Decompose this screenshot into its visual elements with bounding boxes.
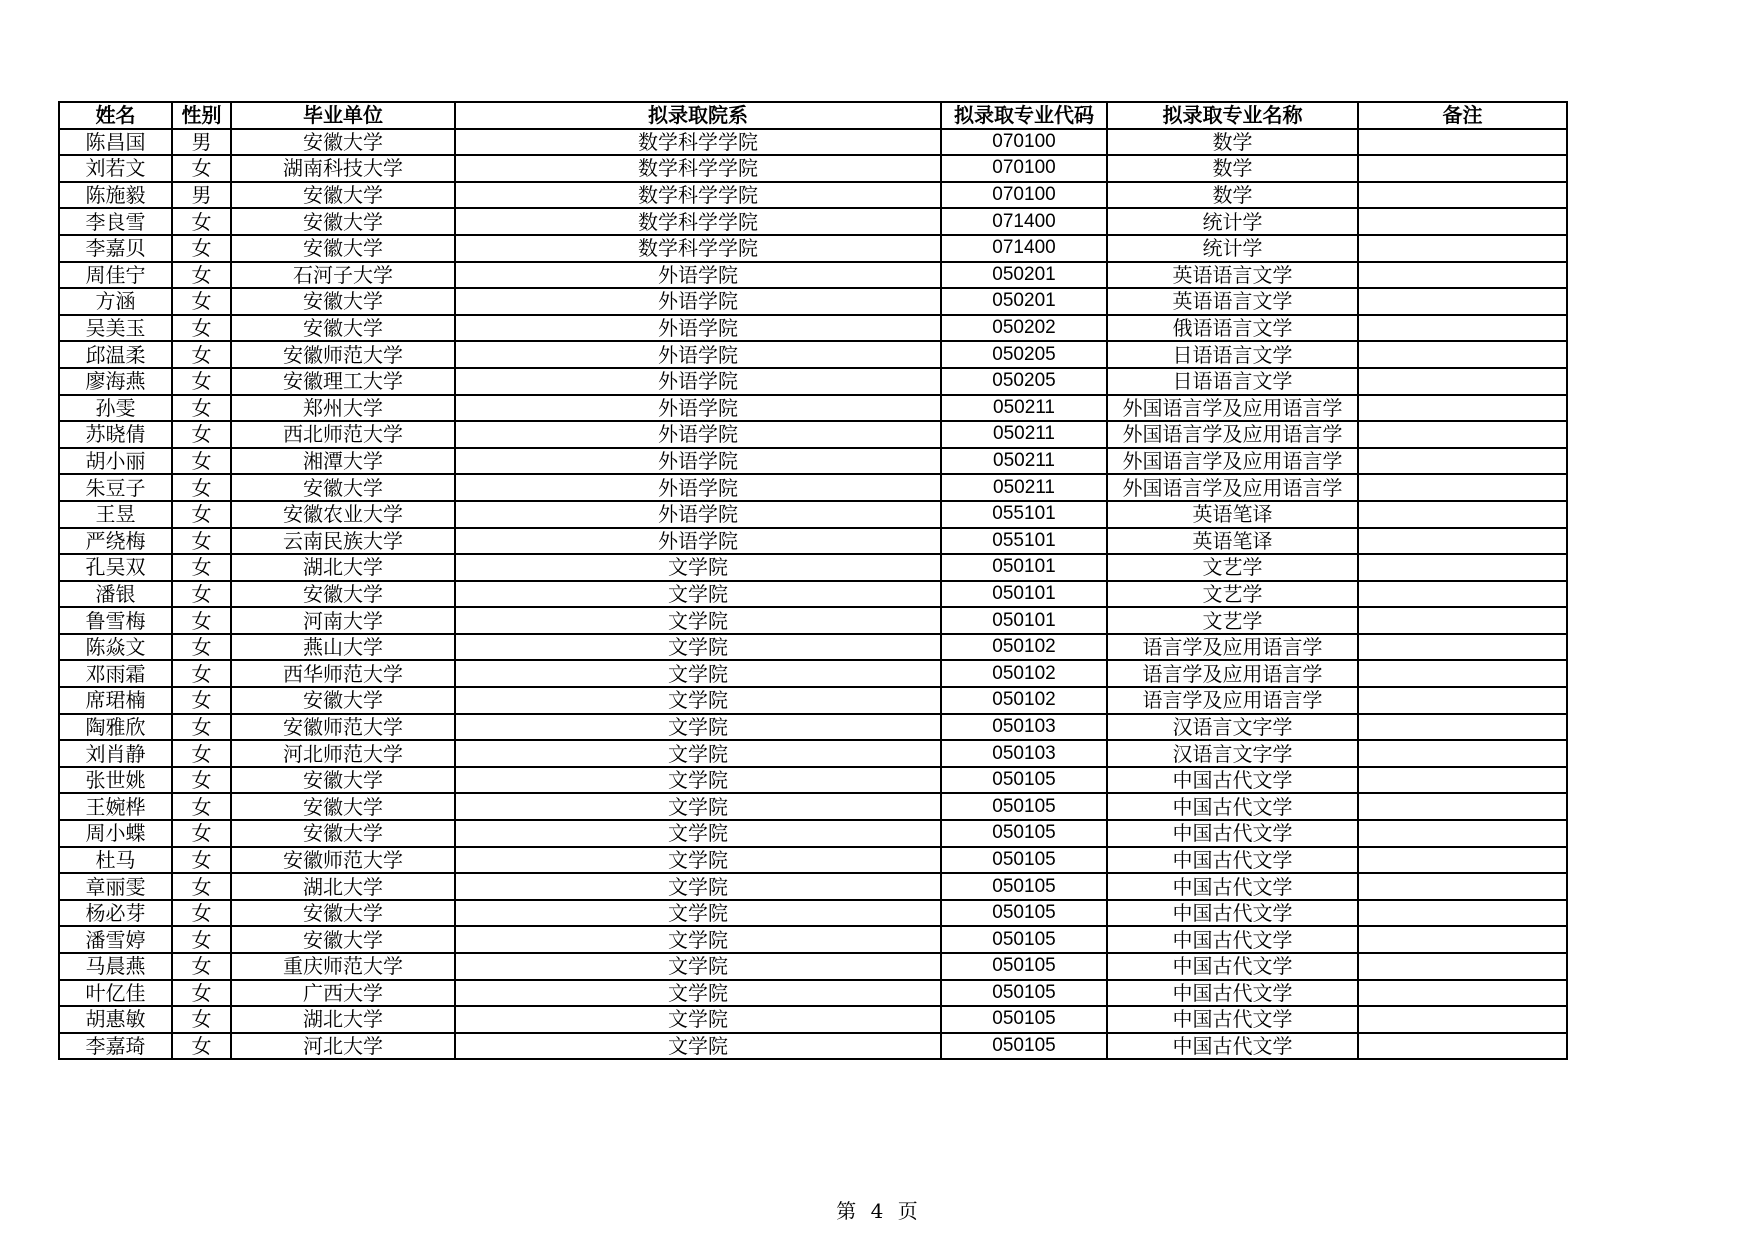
cell-code: 050103 [941,740,1107,767]
cell-name: 杜马 [59,847,172,874]
cell-note [1358,315,1567,342]
cell-dept: 外语学院 [455,395,941,422]
cell-dept: 文学院 [455,767,941,794]
cell-name: 陶雅欣 [59,714,172,741]
cell-code: 050201 [941,288,1107,315]
cell-dept: 文学院 [455,926,941,953]
cell-name: 吴美玉 [59,315,172,342]
admission-table [58,101,1568,1060]
cell-dept: 文学院 [455,820,941,847]
cell-dept: 文学院 [455,554,941,581]
table-row [59,581,1567,608]
cell-school: 广西大学 [231,980,455,1007]
cell-gender: 女 [172,900,231,927]
cell-school: 安徽理工大学 [231,368,455,395]
cell-major: 中国古代文学 [1107,900,1358,927]
cell-school: 安徽大学 [231,129,455,156]
cell-dept: 文学院 [455,793,941,820]
cell-gender: 女 [172,980,231,1007]
cell-name: 李嘉贝 [59,235,172,262]
cell-major: 英语笔译 [1107,528,1358,555]
cell-code: 050105 [941,926,1107,953]
cell-code: 050211 [941,448,1107,475]
cell-gender: 女 [172,501,231,528]
cell-code: 050105 [941,793,1107,820]
cell-gender: 女 [172,208,231,235]
table-row [59,793,1567,820]
cell-gender: 女 [172,581,231,608]
cell-note [1358,1006,1567,1033]
cell-name: 严绕梅 [59,528,172,555]
cell-name: 叶亿佳 [59,980,172,1007]
cell-code: 050105 [941,873,1107,900]
cell-note [1358,235,1567,262]
table-row [59,554,1567,581]
cell-code: 050105 [941,847,1107,874]
header-school: 毕业单位 [231,102,455,129]
cell-major: 中国古代文学 [1107,1033,1358,1060]
cell-note [1358,793,1567,820]
cell-major: 汉语言文字学 [1107,740,1358,767]
cell-note [1358,421,1567,448]
cell-dept: 外语学院 [455,448,941,475]
cell-dept: 文学院 [455,873,941,900]
cell-major: 文艺学 [1107,581,1358,608]
cell-major: 英语笔译 [1107,501,1358,528]
cell-note [1358,155,1567,182]
cell-major: 数学 [1107,182,1358,209]
cell-code: 050102 [941,634,1107,661]
cell-code: 050211 [941,474,1107,501]
cell-name: 陈施毅 [59,182,172,209]
table-row [59,1006,1567,1033]
cell-name: 席珺楠 [59,687,172,714]
cell-dept: 外语学院 [455,341,941,368]
cell-code: 070100 [941,155,1107,182]
cell-dept: 文学院 [455,607,941,634]
table-row [59,660,1567,687]
cell-school: 安徽师范大学 [231,341,455,368]
cell-gender: 女 [172,926,231,953]
header-gender: 性别 [172,102,231,129]
cell-name: 潘银 [59,581,172,608]
cell-school: 安徽大学 [231,926,455,953]
cell-dept: 外语学院 [455,474,941,501]
cell-major: 日语语言文学 [1107,368,1358,395]
cell-dept: 数学科学学院 [455,129,941,156]
cell-note [1358,262,1567,289]
cell-major: 英语语言文学 [1107,288,1358,315]
cell-school: 安徽大学 [231,288,455,315]
cell-note [1358,687,1567,714]
table-row [59,182,1567,209]
cell-name: 方涵 [59,288,172,315]
cell-dept: 文学院 [455,1033,941,1060]
page-suffix: 页 [897,1199,918,1223]
cell-name: 孙雯 [59,395,172,422]
cell-school: 石河子大学 [231,262,455,289]
cell-major: 数学 [1107,129,1358,156]
cell-name: 刘若文 [59,155,172,182]
cell-school: 郑州大学 [231,395,455,422]
cell-name: 刘肖静 [59,740,172,767]
cell-gender: 女 [172,953,231,980]
cell-dept: 文学院 [455,980,941,1007]
cell-name: 李良雪 [59,208,172,235]
cell-note [1358,767,1567,794]
cell-dept: 文学院 [455,714,941,741]
cell-major: 中国古代文学 [1107,873,1358,900]
cell-note [1358,953,1567,980]
cell-school: 重庆师范大学 [231,953,455,980]
cell-major: 中国古代文学 [1107,1006,1358,1033]
table-row [59,368,1567,395]
cell-note [1358,129,1567,156]
cell-name: 孔吴双 [59,554,172,581]
cell-gender: 女 [172,1033,231,1060]
cell-school: 安徽大学 [231,793,455,820]
cell-note [1358,528,1567,555]
cell-gender: 女 [172,820,231,847]
cell-code: 050101 [941,554,1107,581]
cell-code: 050205 [941,341,1107,368]
cell-major: 外国语言学及应用语言学 [1107,421,1358,448]
cell-school: 安徽大学 [231,235,455,262]
cell-dept: 文学院 [455,740,941,767]
table-row [59,980,1567,1007]
cell-note [1358,740,1567,767]
cell-school: 安徽大学 [231,687,455,714]
table-row [59,341,1567,368]
cell-name: 廖海燕 [59,368,172,395]
cell-gender: 女 [172,660,231,687]
cell-gender: 女 [172,395,231,422]
cell-school: 河北师范大学 [231,740,455,767]
cell-gender: 女 [172,341,231,368]
cell-school: 安徽大学 [231,820,455,847]
cell-major: 中国古代文学 [1107,847,1358,874]
page-number: 4 [870,1199,884,1223]
table-row [59,1033,1567,1060]
table-row [59,634,1567,661]
cell-gender: 男 [172,129,231,156]
table-row [59,395,1567,422]
cell-gender: 女 [172,155,231,182]
cell-major: 中国古代文学 [1107,793,1358,820]
cell-dept: 外语学院 [455,288,941,315]
cell-code: 070100 [941,129,1107,156]
cell-dept: 文学院 [455,660,941,687]
cell-note [1358,660,1567,687]
table-row [59,687,1567,714]
cell-note [1358,554,1567,581]
cell-school: 湖北大学 [231,554,455,581]
cell-name: 王昱 [59,501,172,528]
cell-school: 安徽大学 [231,474,455,501]
table-row [59,448,1567,475]
cell-code: 055101 [941,528,1107,555]
cell-name: 周小蝶 [59,820,172,847]
table-row [59,847,1567,874]
table-row [59,740,1567,767]
cell-code: 050105 [941,953,1107,980]
cell-school: 安徽大学 [231,767,455,794]
table-row [59,767,1567,794]
cell-name: 李嘉琦 [59,1033,172,1060]
cell-dept: 数学科学学院 [455,182,941,209]
cell-name: 胡惠敏 [59,1006,172,1033]
cell-major: 俄语语言文学 [1107,315,1358,342]
cell-school: 河南大学 [231,607,455,634]
cell-dept: 文学院 [455,634,941,661]
cell-dept: 文学院 [455,847,941,874]
cell-note [1358,581,1567,608]
cell-name: 邱温柔 [59,341,172,368]
cell-gender: 女 [172,235,231,262]
cell-school: 安徽大学 [231,208,455,235]
cell-code: 050101 [941,607,1107,634]
cell-school: 河北大学 [231,1033,455,1060]
cell-code: 055101 [941,501,1107,528]
cell-major: 语言学及应用语言学 [1107,634,1358,661]
cell-school: 燕山大学 [231,634,455,661]
table-row [59,208,1567,235]
cell-dept: 文学院 [455,581,941,608]
cell-code: 050105 [941,900,1107,927]
cell-gender: 女 [172,368,231,395]
cell-code: 071400 [941,208,1107,235]
cell-major: 文艺学 [1107,554,1358,581]
table-row [59,262,1567,289]
cell-school: 安徽大学 [231,182,455,209]
cell-code: 071400 [941,235,1107,262]
cell-code: 050102 [941,660,1107,687]
cell-school: 安徽大学 [231,900,455,927]
cell-gender: 女 [172,847,231,874]
table-row [59,421,1567,448]
cell-gender: 女 [172,262,231,289]
cell-major: 中国古代文学 [1107,820,1358,847]
cell-school: 云南民族大学 [231,528,455,555]
cell-note [1358,980,1567,1007]
cell-gender: 女 [172,554,231,581]
cell-gender: 女 [172,634,231,661]
cell-name: 杨必芽 [59,900,172,927]
table-row [59,315,1567,342]
cell-note [1358,474,1567,501]
cell-note [1358,1033,1567,1060]
cell-school: 湘潭大学 [231,448,455,475]
cell-name: 邓雨霜 [59,660,172,687]
cell-dept: 外语学院 [455,315,941,342]
table-row [59,926,1567,953]
cell-name: 苏晓倩 [59,421,172,448]
cell-major: 汉语言文字学 [1107,714,1358,741]
cell-gender: 男 [172,182,231,209]
cell-code: 050211 [941,395,1107,422]
cell-name: 胡小丽 [59,448,172,475]
cell-name: 朱豆子 [59,474,172,501]
cell-code: 070100 [941,182,1107,209]
table-row [59,528,1567,555]
cell-note [1358,182,1567,209]
cell-school: 安徽大学 [231,315,455,342]
cell-dept: 数学科学学院 [455,155,941,182]
table-row [59,820,1567,847]
page-prefix: 第 [836,1199,857,1223]
cell-gender: 女 [172,315,231,342]
cell-school: 安徽师范大学 [231,847,455,874]
cell-note [1358,847,1567,874]
cell-dept: 外语学院 [455,421,941,448]
cell-note [1358,288,1567,315]
cell-code: 050105 [941,767,1107,794]
cell-gender: 女 [172,740,231,767]
cell-major: 中国古代文学 [1107,767,1358,794]
cell-name: 马晨燕 [59,953,172,980]
cell-major: 中国古代文学 [1107,953,1358,980]
cell-dept: 外语学院 [455,368,941,395]
cell-note [1358,873,1567,900]
cell-name: 章丽雯 [59,873,172,900]
cell-code: 050202 [941,315,1107,342]
cell-code: 050211 [941,421,1107,448]
cell-major: 日语语言文学 [1107,341,1358,368]
cell-dept: 外语学院 [455,501,941,528]
cell-code: 050102 [941,687,1107,714]
cell-code: 050103 [941,714,1107,741]
cell-note [1358,501,1567,528]
cell-major: 数学 [1107,155,1358,182]
cell-name: 陈昌国 [59,129,172,156]
cell-note [1358,900,1567,927]
table-row [59,474,1567,501]
table-row [59,953,1567,980]
table-row [59,714,1567,741]
cell-note [1358,368,1567,395]
cell-major: 语言学及应用语言学 [1107,687,1358,714]
cell-gender: 女 [172,448,231,475]
table-row [59,873,1567,900]
cell-code: 050105 [941,1006,1107,1033]
cell-major: 外国语言学及应用语言学 [1107,395,1358,422]
cell-note [1358,395,1567,422]
cell-dept: 文学院 [455,900,941,927]
cell-code: 050101 [941,581,1107,608]
header-dept: 拟录取院系 [455,102,941,129]
cell-note [1358,634,1567,661]
header-code: 拟录取专业代码 [941,102,1107,129]
cell-gender: 女 [172,288,231,315]
table-row [59,607,1567,634]
cell-dept: 文学院 [455,1006,941,1033]
cell-major: 语言学及应用语言学 [1107,660,1358,687]
cell-code: 050105 [941,1033,1107,1060]
header-note: 备注 [1358,102,1567,129]
cell-major: 英语语言文学 [1107,262,1358,289]
cell-major: 统计学 [1107,235,1358,262]
cell-gender: 女 [172,687,231,714]
header-name: 姓名 [59,102,172,129]
cell-gender: 女 [172,421,231,448]
cell-name: 陈焱文 [59,634,172,661]
cell-gender: 女 [172,474,231,501]
header-row [59,102,1567,129]
cell-name: 周佳宁 [59,262,172,289]
cell-code: 050105 [941,820,1107,847]
cell-code: 050105 [941,980,1107,1007]
table-row [59,235,1567,262]
cell-major: 文艺学 [1107,607,1358,634]
cell-gender: 女 [172,607,231,634]
cell-major: 外国语言学及应用语言学 [1107,448,1358,475]
header-major: 拟录取专业名称 [1107,102,1358,129]
cell-name: 鲁雪梅 [59,607,172,634]
cell-name: 张世姚 [59,767,172,794]
page-footer [0,1195,1754,1224]
cell-name: 潘雪婷 [59,926,172,953]
cell-code: 050201 [941,262,1107,289]
cell-gender: 女 [172,767,231,794]
cell-major: 中国古代文学 [1107,980,1358,1007]
cell-school: 湖南科技大学 [231,155,455,182]
cell-dept: 外语学院 [455,262,941,289]
cell-note [1358,714,1567,741]
cell-dept: 文学院 [455,687,941,714]
cell-note [1358,341,1567,368]
cell-note [1358,926,1567,953]
cell-code: 050205 [941,368,1107,395]
cell-major: 中国古代文学 [1107,926,1358,953]
cell-school: 湖北大学 [231,1006,455,1033]
cell-school: 湖北大学 [231,873,455,900]
cell-school: 安徽师范大学 [231,714,455,741]
table-row [59,900,1567,927]
table-row [59,288,1567,315]
table-row [59,129,1567,156]
cell-note [1358,448,1567,475]
cell-dept: 数学科学学院 [455,235,941,262]
cell-major: 统计学 [1107,208,1358,235]
cell-major: 外国语言学及应用语言学 [1107,474,1358,501]
cell-gender: 女 [172,1006,231,1033]
cell-school: 安徽农业大学 [231,501,455,528]
cell-school: 西北师范大学 [231,421,455,448]
table-row [59,501,1567,528]
cell-dept: 外语学院 [455,528,941,555]
cell-gender: 女 [172,528,231,555]
cell-school: 西华师范大学 [231,660,455,687]
cell-note [1358,820,1567,847]
cell-note [1358,607,1567,634]
cell-name: 王婉桦 [59,793,172,820]
cell-school: 安徽大学 [231,581,455,608]
cell-dept: 文学院 [455,953,941,980]
cell-gender: 女 [172,793,231,820]
cell-note [1358,208,1567,235]
table-row [59,155,1567,182]
cell-gender: 女 [172,873,231,900]
cell-gender: 女 [172,714,231,741]
cell-dept: 数学科学学院 [455,208,941,235]
